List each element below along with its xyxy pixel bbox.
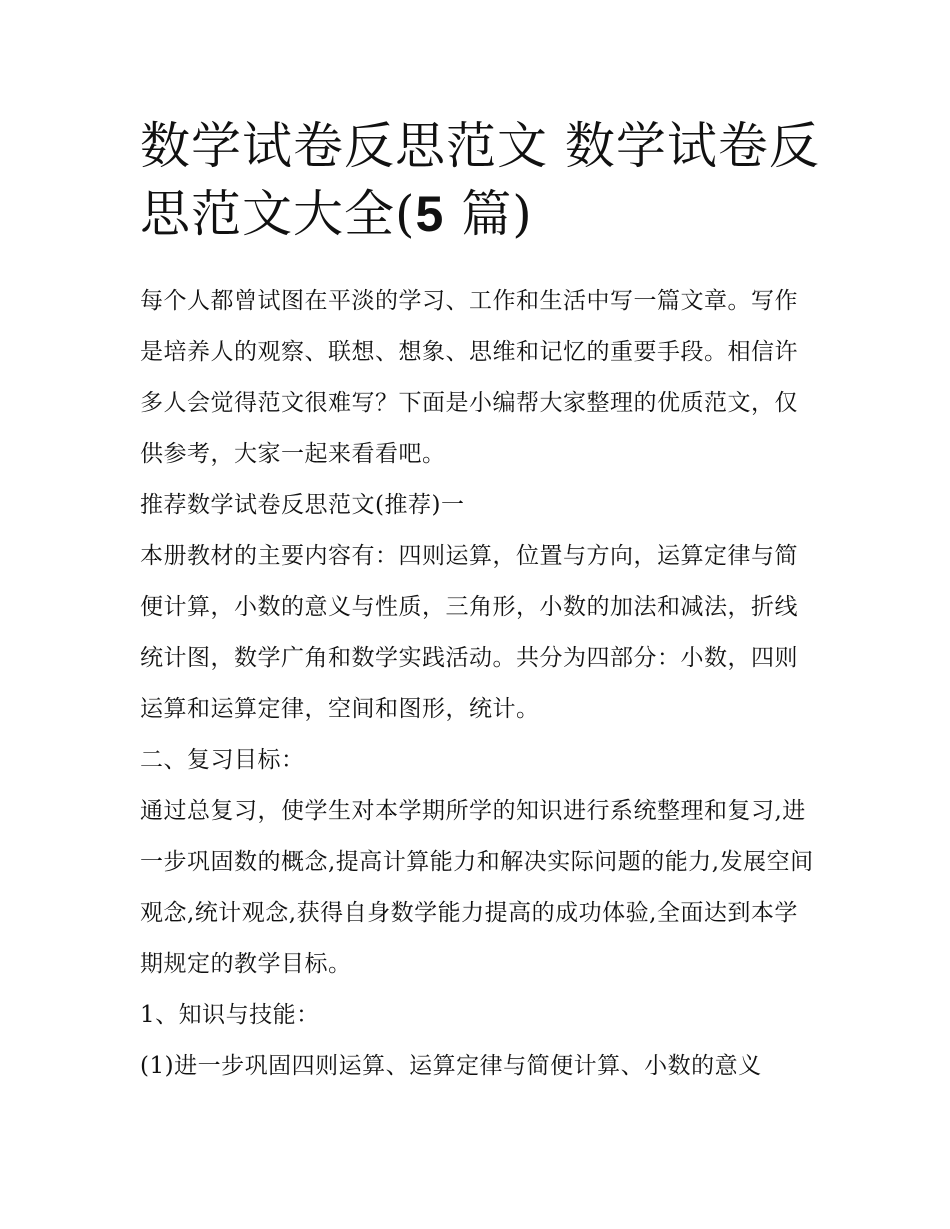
content-paragraph: (1)进一步巩固四则运算、运算定律与简便计算、小数的意义 bbox=[140, 1053, 762, 1079]
document-title bbox=[140, 112, 820, 248]
content-paragraph: 通过总复习，使学生对本学期所学的知识进行系统整理和复习,进一步巩固数的概念,提高计算能力和解决实际问题的能力,发展空间观念,统计观念,获得自身数学能力提高的成功体验,全面达到本学期规定的教学目标。 bbox=[140, 798, 814, 977]
subsection-heading: 1、知识与技能： bbox=[140, 1002, 320, 1028]
section-heading: 二、复习目标： bbox=[140, 747, 305, 773]
intro-paragraph: 每个人都曾试图在平淡的学习、工作和生活中写一篇文章。写作是培养人的观察、联想、想象、思维和记忆的重要手段。相信许多人会觉得范文很难写？下面是小编帮大家整理的优质范文，仅供参考，大家一起来看看吧。 bbox=[140, 288, 798, 467]
document-body bbox=[140, 276, 820, 1092]
title-text: 数学试卷反思范文 数学试卷反思范文大全( bbox=[140, 117, 820, 243]
section-heading: 推荐数学试卷反思范文(推荐)一 bbox=[140, 492, 465, 518]
title-text-end: 篇) bbox=[444, 185, 533, 243]
content-paragraph: 本册教材的主要内容有：四则运算，位置与方向，运算定律与简便计算，小数的意义与性质，三角形，小数的加法和减法，折线统计图，数学广角和数学实践活动。共分为四部分：小数，四则运算和运算定律，空间和图形，统计。 bbox=[140, 543, 798, 722]
title-count: 5 bbox=[415, 186, 445, 242]
